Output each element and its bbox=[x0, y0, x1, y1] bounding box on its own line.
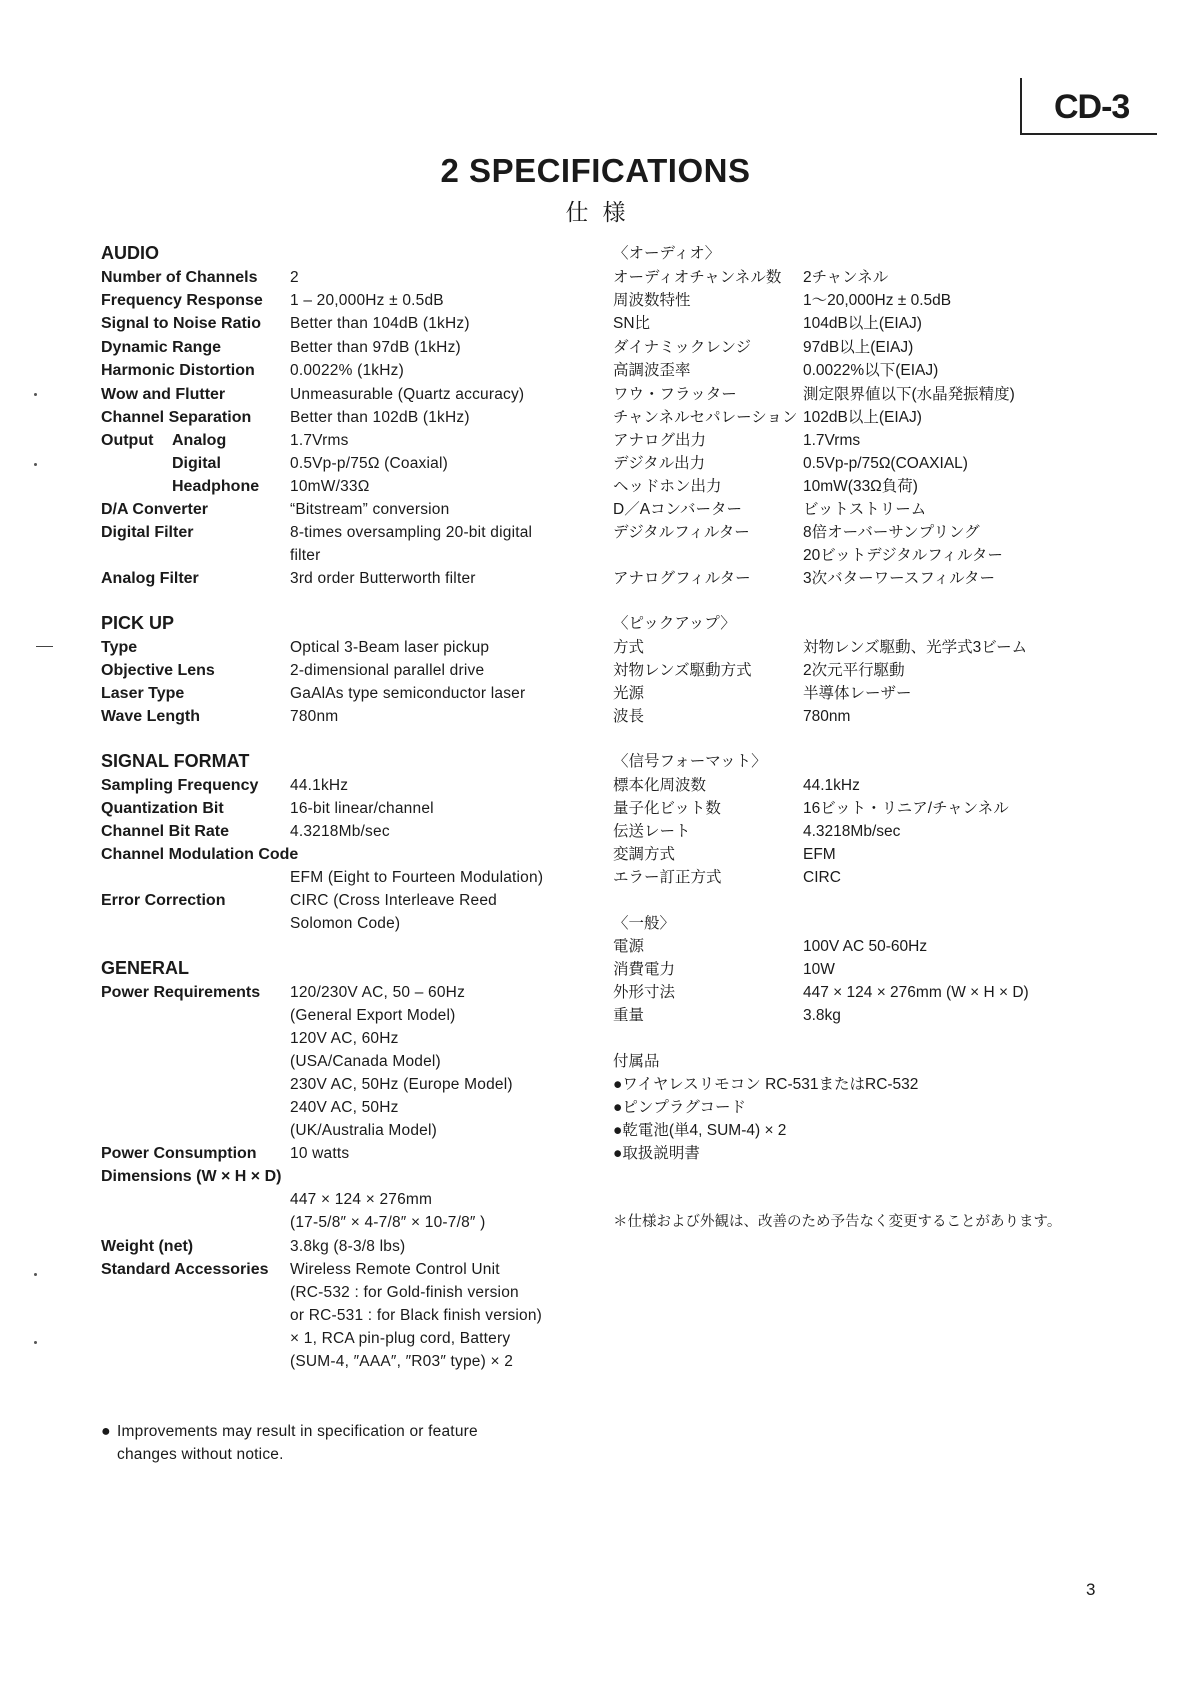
footnote-bullet: ● bbox=[101, 1423, 111, 1440]
spec-value: EFM (Eight to Fourteen Modulation) bbox=[290, 869, 544, 886]
spec-value-ja: 2次元平行駆動 bbox=[803, 662, 905, 679]
margin-dot bbox=[34, 1273, 37, 1276]
spec-label-ja: 伝送レート bbox=[613, 823, 691, 840]
section-heading-general: GENERAL bbox=[101, 958, 190, 978]
spec-label: Analog Filter bbox=[101, 570, 199, 587]
spec-label: Channel Bit Rate bbox=[101, 823, 230, 840]
margin-dash bbox=[36, 646, 53, 647]
spec-label: Sampling Frequency bbox=[101, 777, 259, 794]
spec-value: 16-bit linear/channel bbox=[290, 800, 434, 817]
spec-value-ja: 3.8kg bbox=[803, 1007, 841, 1024]
spec-label-ja: ワウ・フラッター bbox=[613, 386, 737, 403]
spec-value: 10 watts bbox=[290, 1145, 350, 1162]
spec-value: (17-5/8″ × 4-7/8″ × 10-7/8″ ) bbox=[290, 1214, 486, 1231]
spec-value-ja: CIRC bbox=[803, 869, 841, 886]
page-number: 3 bbox=[1086, 1580, 1096, 1599]
model-box bbox=[1020, 78, 1157, 135]
spec-label: Digital Filter bbox=[101, 524, 194, 541]
spec-label-ja: 対物レンズ駆動方式 bbox=[613, 662, 752, 679]
spec-value-ja: 20ビットデジタルフィルター bbox=[803, 547, 1003, 564]
spec-label-ja: D／Aコンバーター bbox=[613, 501, 742, 518]
spec-value-ja: 4.3218Mb/sec bbox=[803, 823, 901, 840]
footnote-text: changes without notice. bbox=[117, 1446, 284, 1463]
spec-value: 0.0022% (1kHz) bbox=[290, 362, 404, 379]
spec-value: 4.3218Mb/sec bbox=[290, 823, 390, 840]
spec-label: Output bbox=[101, 432, 154, 449]
spec-value-ja: 8倍オーバーサンプリング bbox=[803, 524, 980, 541]
spec-value-ja: 1～20,000Hz ± 0.5dB bbox=[803, 292, 952, 309]
spec-value-ja: 測定限界値以下(水晶発振精度) bbox=[803, 386, 1015, 403]
spec-label-ja: 高調波歪率 bbox=[613, 362, 691, 379]
footnote-text: Improvements may result in specification or feature bbox=[117, 1423, 478, 1440]
spec-value: 3rd order Butterworth filter bbox=[290, 570, 476, 587]
spec-label: Wave Length bbox=[101, 708, 200, 725]
spec-value-ja: 100V AC 50-60Hz bbox=[803, 938, 928, 955]
spec-label: Dynamic Range bbox=[101, 339, 222, 356]
spec-label-ja: 重量 bbox=[613, 1007, 645, 1024]
spec-value-ja: 10W bbox=[803, 961, 835, 978]
spec-label: Dimensions (W × H × D) bbox=[101, 1168, 282, 1185]
spec-value: Solomon Code) bbox=[290, 915, 401, 932]
accessory-item-ja: ●乾電池(単4, SUM-4) × 2 bbox=[613, 1122, 787, 1139]
spec-value: 2 bbox=[290, 269, 299, 286]
spec-value: CIRC (Cross Interleave Reed bbox=[290, 892, 497, 909]
spec-label-ja: 方式 bbox=[613, 639, 645, 656]
spec-label-ja: チャンネルセパレーション bbox=[613, 409, 798, 426]
spec-label: Weight (net) bbox=[101, 1238, 194, 1255]
spec-value-ja: 半導体レーザー bbox=[803, 685, 912, 702]
spec-label: Objective Lens bbox=[101, 662, 215, 679]
spec-label-ja: エラー訂正方式 bbox=[613, 869, 722, 886]
spec-value-ja: 1.7Vrms bbox=[803, 432, 861, 449]
margin-dot bbox=[34, 463, 37, 466]
spec-label-ja: 標本化周波数 bbox=[613, 777, 707, 794]
spec-value: (USA/Canada Model) bbox=[290, 1053, 441, 1070]
spec-value: GaAlAs type semiconductor laser bbox=[290, 685, 526, 702]
section-heading-signal-ja: 〈信号フォーマット〉 bbox=[613, 753, 767, 770]
spec-value-ja: 10mW(33Ω負荷) bbox=[803, 478, 918, 495]
spec-label-ja: 周波数特性 bbox=[613, 292, 691, 309]
spec-value: × 1, RCA pin-plug cord, Battery bbox=[290, 1330, 511, 1347]
spec-label-ja: ヘッドホン出力 bbox=[613, 478, 722, 495]
spec-label: Quantization Bit bbox=[101, 800, 224, 817]
accessories-heading-ja: 付属品 bbox=[613, 1053, 660, 1070]
spec-sublabel: Analog bbox=[172, 432, 227, 449]
spec-label: Channel Separation bbox=[101, 409, 252, 426]
spec-value-ja: 97dB以上(EIAJ) bbox=[803, 339, 914, 356]
spec-label: Error Correction bbox=[101, 892, 226, 909]
spec-value-ja: ビットストリーム bbox=[803, 501, 927, 518]
spec-value: filter bbox=[290, 547, 321, 564]
spec-value: 780nm bbox=[290, 708, 339, 725]
spec-label-ja: オーディオチャンネル数 bbox=[613, 269, 782, 286]
spec-value: 8-times oversampling 20-bit digital bbox=[290, 524, 533, 541]
spec-value: 0.5Vp-p/75Ω (Coaxial) bbox=[290, 455, 448, 472]
spec-value: (RC-532 : for Gold-finish version bbox=[290, 1284, 519, 1301]
spec-value-ja: 104dB以上(EIAJ) bbox=[803, 315, 922, 332]
spec-value: 2-dimensional parallel drive bbox=[290, 662, 485, 679]
spec-value-ja: EFM bbox=[803, 846, 836, 863]
spec-label: Standard Accessories bbox=[101, 1261, 269, 1278]
accessory-item-ja: ●ワイヤレスリモコン RC-531またはRC-532 bbox=[613, 1076, 919, 1093]
spec-value: 447 × 124 × 276mm bbox=[290, 1191, 433, 1208]
spec-value: Better than 104dB (1kHz) bbox=[290, 315, 470, 332]
spec-value-ja: 対物レンズ駆動、光学式3ビーム bbox=[803, 639, 1028, 656]
spec-value-ja: 16ビット・リニア/チャンネル bbox=[803, 800, 1009, 817]
margin-dot bbox=[34, 1341, 37, 1344]
margin-dot bbox=[34, 393, 37, 396]
spec-label-ja: SN比 bbox=[613, 315, 651, 332]
spec-value: (SUM-4, ″AAA″, ″R03″ type) × 2 bbox=[290, 1353, 514, 1370]
section-heading-pickup: PICK UP bbox=[101, 613, 175, 633]
spec-label: Channel Modulation Code bbox=[101, 846, 299, 863]
spec-value: 120/230V AC, 50 – 60Hz bbox=[290, 984, 466, 1001]
model-name: CD-3 bbox=[1054, 88, 1130, 126]
spec-value-ja: 0.5Vp-p/75Ω(COAXIAL) bbox=[803, 455, 968, 472]
spec-label: Type bbox=[101, 639, 138, 656]
page-title: 2 SPECIFICATIONS bbox=[440, 152, 751, 189]
section-heading-audio: AUDIO bbox=[101, 243, 159, 263]
spec-value-ja: 3次バターワースフィルター bbox=[803, 570, 995, 587]
spec-value: 1.7Vrms bbox=[290, 432, 349, 449]
spec-value: 240V AC, 50Hz bbox=[290, 1099, 399, 1116]
spec-value: 230V AC, 50Hz (Europe Model) bbox=[290, 1076, 513, 1093]
section-heading-audio-ja: 〈オーディオ〉 bbox=[613, 245, 721, 262]
spec-value-ja: 102dB以上(EIAJ) bbox=[803, 409, 922, 426]
spec-value: 1 – 20,000Hz ± 0.5dB bbox=[290, 292, 444, 309]
spec-label-ja: デジタルフィルター bbox=[613, 524, 750, 541]
spec-label: Power Requirements bbox=[101, 984, 261, 1001]
spec-value: “Bitstream” conversion bbox=[290, 501, 450, 518]
spec-value: 120V AC, 60Hz bbox=[290, 1030, 399, 1047]
spec-value: 10mW/33Ω bbox=[290, 478, 370, 495]
spec-label: Harmonic Distortion bbox=[101, 362, 255, 379]
spec-value: Wireless Remote Control Unit bbox=[290, 1261, 500, 1278]
spec-value: Unmeasurable (Quartz accuracy) bbox=[290, 386, 525, 403]
spec-label-ja: 電源 bbox=[613, 938, 645, 955]
spec-label-ja: 量子化ビット数 bbox=[613, 800, 721, 817]
spec-value: Optical 3-Beam laser pickup bbox=[290, 639, 490, 656]
spec-label: Frequency Response bbox=[101, 292, 263, 309]
spec-sublabel: Headphone bbox=[172, 478, 260, 495]
page-title-ja: 仕様 bbox=[565, 199, 640, 225]
spec-label-ja: 消費電力 bbox=[613, 961, 676, 978]
spec-value: (General Export Model) bbox=[290, 1007, 456, 1024]
spec-label-ja: 外形寸法 bbox=[613, 984, 676, 1001]
spec-value: Better than 97dB (1kHz) bbox=[290, 339, 461, 356]
spec-label-ja: ダイナミックレンジ bbox=[613, 339, 752, 356]
spec-label: Number of Channels bbox=[101, 269, 258, 286]
spec-label-ja: 光源 bbox=[613, 685, 645, 702]
spec-value-ja: 0.0022%以下(EIAJ) bbox=[803, 362, 939, 379]
spec-value: 3.8kg (8-3/8 lbs) bbox=[290, 1238, 406, 1255]
note-ja: ＊仕様および外観は、改善のため予告なく変更することがあります。 bbox=[613, 1214, 1062, 1230]
accessory-item-ja: ●ピンプラグコード bbox=[613, 1099, 747, 1116]
spec-value: (UK/Australia Model) bbox=[290, 1122, 437, 1139]
spec-label: Laser Type bbox=[101, 685, 185, 702]
section-heading-signal: SIGNAL FORMAT bbox=[101, 751, 250, 771]
spec-label: Signal to Noise Ratio bbox=[101, 315, 262, 332]
spec-label: Wow and Flutter bbox=[101, 386, 226, 403]
spec-label-ja: デジタル出力 bbox=[613, 455, 706, 472]
spec-label-ja: アナログ出力 bbox=[613, 432, 707, 449]
spec-label: Power Consumption bbox=[101, 1145, 257, 1162]
spec-value-ja: 780nm bbox=[803, 708, 851, 725]
section-heading-general-ja: 〈一般〉 bbox=[613, 915, 676, 932]
spec-value: 44.1kHz bbox=[290, 777, 349, 794]
spec-label: D/A Converter bbox=[101, 501, 208, 518]
spec-value: or RC-531 : for Black finish version) bbox=[290, 1307, 543, 1324]
spec-value-ja: 447 × 124 × 276mm (W × H × D) bbox=[803, 984, 1029, 1001]
spec-sublabel: Digital bbox=[172, 455, 221, 472]
spec-value: Better than 102dB (1kHz) bbox=[290, 409, 470, 426]
spec-value-ja: 44.1kHz bbox=[803, 777, 860, 794]
accessory-item-ja: ●取扱説明書 bbox=[613, 1145, 700, 1162]
spec-label-ja: 変調方式 bbox=[613, 846, 676, 863]
section-heading-pickup-ja: 〈ピックアップ〉 bbox=[613, 615, 736, 632]
spec-label-ja: アナログフィルター bbox=[613, 570, 751, 587]
spec-value-ja: 2チャンネル bbox=[803, 269, 889, 286]
spec-label-ja: 波長 bbox=[613, 708, 645, 725]
